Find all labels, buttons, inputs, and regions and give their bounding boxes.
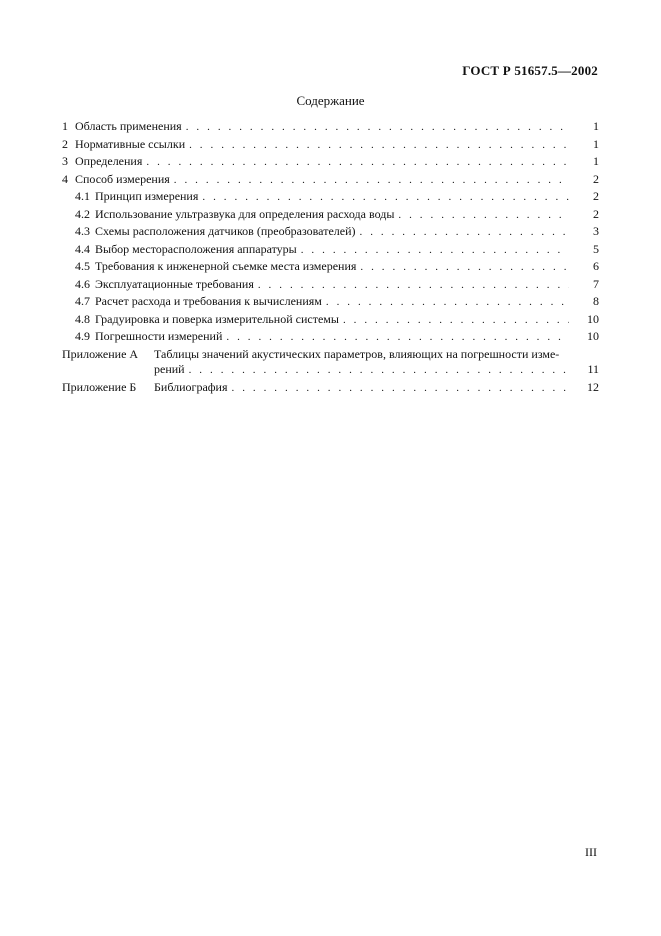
toc-entry-title: Определения — [75, 154, 143, 168]
toc-entry-number: 4.4 — [75, 241, 90, 256]
toc-leader-dots — [301, 244, 569, 256]
toc-entry-page: 2 — [593, 206, 599, 221]
toc-entry-title: Выбор месторасположения аппаратуры — [95, 241, 297, 256]
toc-entry-number: 4.8 — [75, 311, 90, 326]
toc-entry-title: Погрешности измерений — [95, 329, 223, 343]
toc-entry-page: 7 — [593, 276, 599, 291]
toc-entry-title: Расчет расхода и требования к вычислениям — [95, 294, 322, 308]
toc-entry-number: 4.5 — [75, 259, 90, 273]
toc-entry-page: 1 — [593, 119, 599, 133]
toc-entry-number: 1 — [62, 119, 68, 133]
toc-leader-dots — [232, 382, 570, 394]
toc-entry-page: 1 — [593, 154, 599, 168]
toc-leader-dots — [343, 314, 569, 326]
toc-entry[interactable] — [62, 189, 599, 207]
table-of-contents — [62, 119, 599, 398]
toc-entry-number: 4.2 — [75, 206, 90, 221]
toc-entry-title: Способ измерения — [75, 171, 170, 186]
toc-leader-dots — [202, 191, 569, 203]
toc-entry[interactable] — [62, 312, 599, 330]
toc-entry-number: 4.7 — [75, 294, 90, 308]
toc-entry-number: 4.1 — [75, 189, 90, 203]
toc-title: Содержание — [296, 93, 365, 108]
toc-entry[interactable] — [62, 119, 599, 137]
toc-entry[interactable] — [62, 207, 599, 225]
toc-entry-page: 10 — [587, 329, 599, 343]
toc-entry-title: Использование ультразвука для определения расхода воды — [95, 206, 395, 221]
appendix-a-title-line1: Таблицы значений акустических параметров, влияющих на погрешности изме- — [154, 346, 560, 361]
toc-leader-dots — [186, 121, 569, 133]
document-code: ГОСТ Р 51657.5—2002 — [462, 63, 598, 78]
toc-entry-page: 1 — [593, 136, 599, 151]
toc-entry-page: 8 — [593, 294, 599, 308]
toc-entry[interactable] — [62, 224, 599, 242]
page-number-roman: III — [585, 845, 597, 859]
toc-leader-dots — [189, 139, 569, 151]
toc-entry-page: 3 — [593, 224, 599, 238]
toc-leader-dots — [258, 279, 569, 291]
toc-entry-title: Требования к инженерной съемке места измерения — [95, 259, 357, 273]
toc-entry-number: 3 — [62, 154, 68, 168]
toc-entry-page: 10 — [587, 311, 599, 326]
appendix-a-lead: Приложение А — [62, 346, 139, 361]
toc-entry[interactable] — [62, 329, 599, 347]
appendix-b-lead: Приложение Б — [62, 379, 137, 394]
toc-entry[interactable] — [62, 294, 599, 312]
appendix-a-page: 11 — [587, 361, 599, 376]
toc-entry-title: Эксплуатационные требования — [95, 276, 254, 291]
toc-leader-dots — [174, 174, 569, 186]
toc-entry-page: 6 — [593, 259, 599, 273]
toc-entry-number: 4.6 — [75, 276, 90, 291]
toc-entry[interactable] — [62, 277, 599, 295]
toc-entry-number: 4 — [62, 171, 68, 186]
toc-leader-dots — [398, 209, 569, 221]
toc-entry[interactable] — [62, 172, 599, 190]
appendix-b-page: 12 — [587, 379, 599, 394]
toc-entry[interactable] — [62, 259, 599, 277]
toc-appendix-a[interactable] — [62, 347, 599, 380]
toc-entry-title: Нормативные ссылки — [75, 136, 186, 151]
toc-leader-dots — [360, 261, 569, 273]
toc-leader-dots — [226, 331, 569, 343]
toc-entry[interactable] — [62, 242, 599, 260]
toc-entry-page: 2 — [593, 171, 599, 186]
toc-entry-title: Градуировка и поверка измерительной системы — [95, 311, 339, 326]
toc-leader-dots — [360, 226, 570, 238]
appendix-b-title: Библиография — [154, 379, 228, 394]
toc-entry-page: 5 — [593, 241, 599, 256]
toc-leader-dots — [326, 296, 569, 308]
toc-entry-title: Область применения — [75, 119, 182, 133]
toc-entry-number: 4.3 — [75, 224, 90, 238]
toc-leader-dots — [146, 156, 569, 168]
toc-entry-title: Принцип измерения — [95, 189, 199, 203]
toc-appendix-b[interactable] — [62, 380, 599, 398]
toc-entry-title: Схемы расположения датчиков (преобразователей) — [95, 224, 356, 238]
toc-entry[interactable] — [62, 137, 599, 155]
appendix-a-title-line2: рений — [154, 361, 185, 376]
toc-entry-number: 4.9 — [75, 329, 90, 343]
toc-entries — [62, 119, 599, 347]
toc-entry-number: 2 — [62, 136, 68, 151]
toc-leader-dots — [189, 364, 569, 376]
toc-entry-page: 2 — [593, 189, 599, 203]
toc-entry[interactable] — [62, 154, 599, 172]
